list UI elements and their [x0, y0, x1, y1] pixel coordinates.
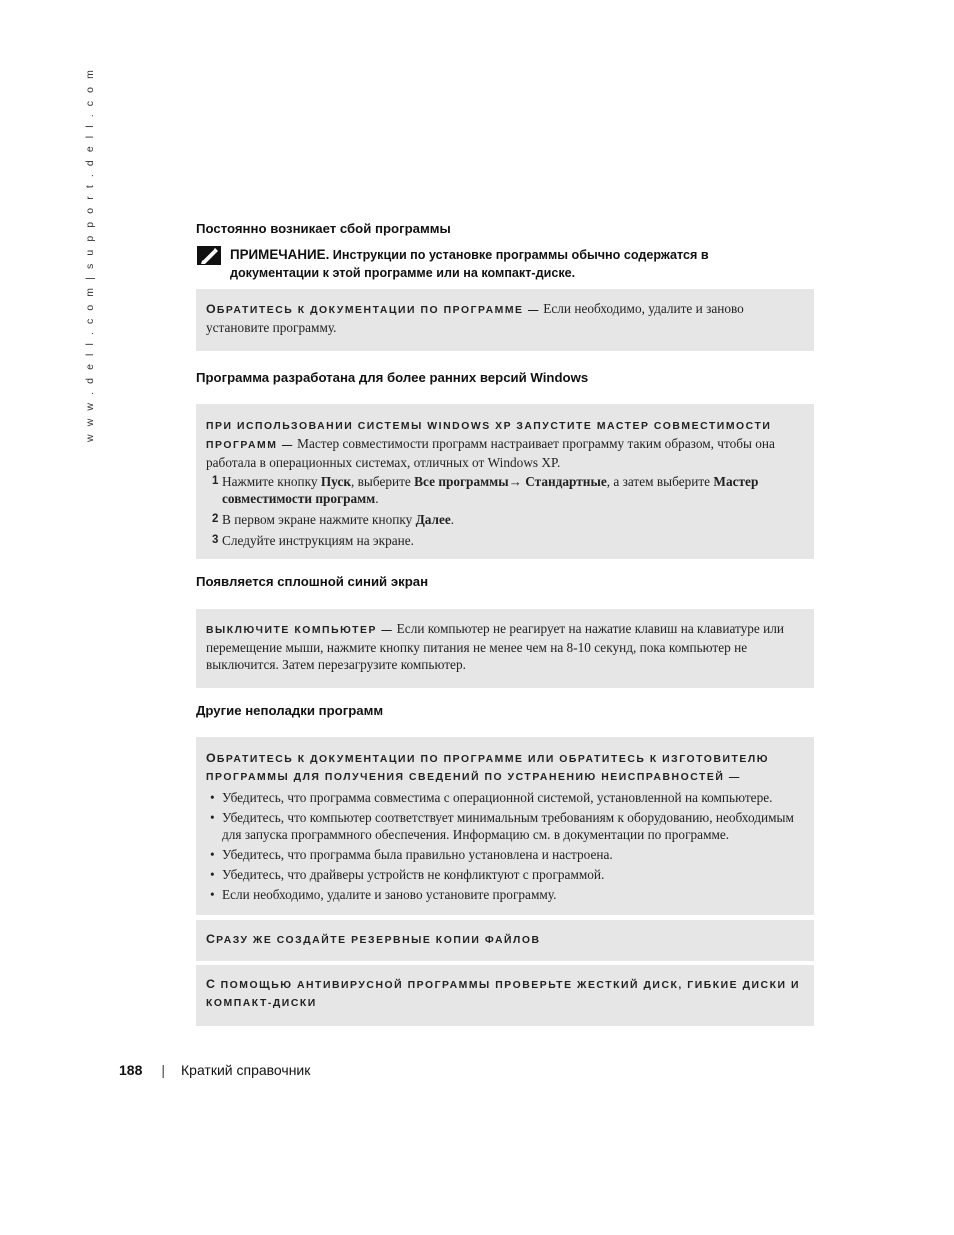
- tip-box-2-title: ПРИ ИСПОЛЬЗОВАНИИ СИСТЕМЫ WINDOWS XP ЗАПУСТИТЕ МАСТЕР СОВМЕСТИМОСТИ ПРОГРАММ —: [206, 421, 772, 451]
- footer-title: Краткий справочник: [181, 1062, 311, 1078]
- list-item: • Убедитесь, что компьютер соответствует минимальным требованиям к оборудованию, необходимым для запуска программного обеспечения. Информацию см. в документации по программе.: [206, 809, 804, 843]
- tip-box-4-title: ОБРАТИТЕСЬ К ДОКУМЕНТАЦИИ ПО ПРОГРАММЕ ИЛИ ОБРАТИТЕСЬ К ИЗГОТОВИТЕЛЮ ПРОГРАММЫ ДЛЯ ПОЛУЧЕНИЯ СВЕДЕНИЙ ПО УСТРАНЕНИЮ НЕИСПРАВНОСТЕЙ —: [206, 751, 769, 783]
- tip-box-2: [196, 404, 814, 559]
- tip-box-1: [196, 289, 814, 351]
- tip-box-1-text: Если необходимо, удалите и заново установите программу.: [206, 301, 744, 335]
- list-item: • Убедитесь, что программа была правильно установлена и настроена.: [206, 846, 804, 863]
- steps-list: [206, 473, 804, 549]
- list-item: • Если необходимо, удалите и заново установите программу.: [206, 886, 804, 903]
- step-item: 2 В первом экране нажмите кнопку Далее.: [212, 512, 455, 527]
- step-item: 3 Следуйте инструкциям на экране.: [212, 533, 414, 548]
- list-item: • Убедитесь, что драйверы устройств не конфликтуют с программой.: [206, 866, 804, 883]
- tip-box-2-text: Мастер совместимости программ настраивает программу таким образом, чтобы она работала в операционных системах, отличных от Windows XP.: [206, 436, 775, 470]
- note-pencil-icon: [197, 246, 221, 265]
- tip-box-5: [196, 920, 814, 961]
- heading-program-crash: Постоянно возникает сбой программы: [196, 221, 451, 236]
- tip-box-4: [196, 737, 814, 915]
- tip-box-6-title: С ПОМОЩЬЮ АНТИВИРУСНОЙ ПРОГРАММЫ ПРОВЕРЬТЕ ЖЕСТКИЙ ДИСК, ГИБКИЕ ДИСКИ И КОМПАКТ-ДИСКИ: [206, 977, 800, 1009]
- side-url: w w w . d e l l . c o m | s u p p o r t . d e l l . c o m: [84, 67, 96, 442]
- tip-box-3-text: Если компьютер не реагирует на нажатие клавиш на клавиатуре или перемещение мыши, нажмите кнопку питания не менее чем на 8-10 секунд, пока компьютер не выключится. Затем перезагрузите компьютер.: [206, 621, 785, 672]
- list-item: • Убедитесь, что программа совместима с операционной системой, установленной на компьютере.: [206, 789, 804, 806]
- heading-other-problems: Другие неполадки программ: [196, 703, 384, 718]
- step-item: 1 Нажмите кнопку Пуск, выберите Все программы→ Стандартные, а затем выберите Мастер совместимости программ.: [212, 474, 759, 506]
- note: [230, 246, 790, 282]
- tip-box-1-title: ОБРАТИТЕСЬ К ДОКУМЕНТАЦИИ ПО ПРОГРАММЕ —: [206, 302, 540, 316]
- tip-box-6: [196, 965, 814, 1026]
- heading-blue-screen: Появляется сплошной синий экран: [196, 574, 429, 589]
- tip-box-3-title: ВЫКЛЮЧИТЕ КОМПЬЮТЕР —: [206, 625, 394, 636]
- tip-box-3: [196, 609, 814, 688]
- heading-older-windows: Программа разработана для более ранних версий Windows: [196, 370, 589, 385]
- page-number: 188: [119, 1062, 143, 1078]
- bullet-list: [206, 789, 804, 903]
- tip-box-5-title: СРАЗУ ЖЕ СОЗДАЙТЕ РЕЗЕРВНЫЕ КОПИИ ФАЙЛОВ: [206, 932, 541, 946]
- note-label: ПРИМЕЧАНИЕ.: [230, 247, 330, 262]
- note-text: Инструкции по установке программы обычно содержатся в документации к этой программе или на компакт-диске.: [230, 248, 709, 280]
- footer-separator: |: [161, 1062, 165, 1078]
- page-footer: [119, 1062, 310, 1078]
